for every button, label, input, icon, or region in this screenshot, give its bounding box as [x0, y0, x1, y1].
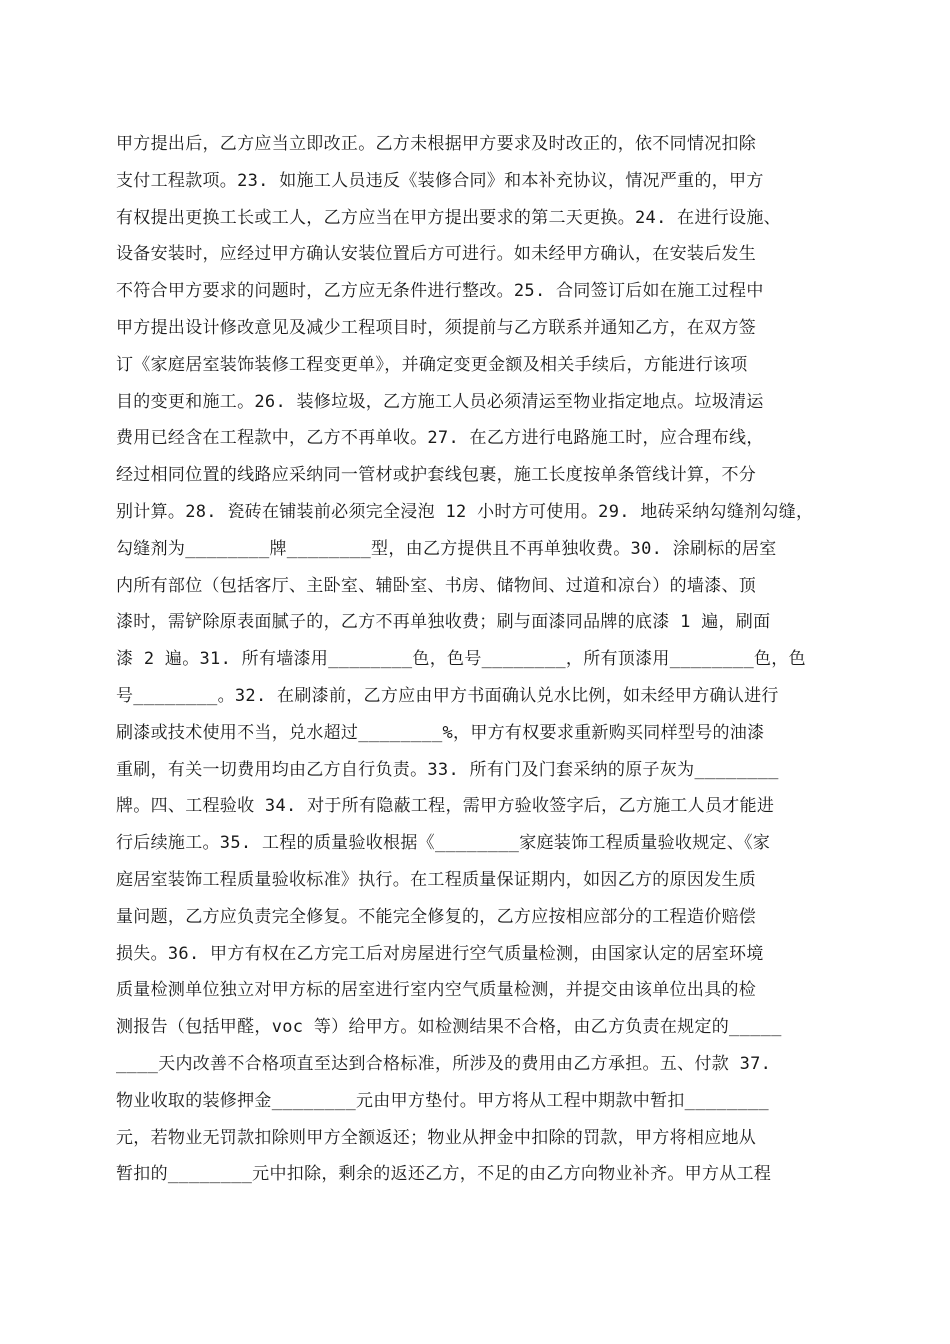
text-line: 质量检测单位独立对甲方标的居室进行室内空气质量检测，并提交由该单位出具的检 — [116, 980, 757, 1001]
text-line: 勾缝剂为________牌________型，由乙方提供且不再单独收费。30. 涂刷标的居室 — [116, 538, 777, 559]
text-line: 订《家庭居室装饰装修工程变更单》，并确定变更金额及相关手续后，方能进行该项 — [116, 354, 748, 375]
text-line: 目的变更和施工。26. 装修垃圾，乙方施工人员必须清运至物业指定地点。垃圾清运 — [116, 391, 764, 412]
text-line: 损失。36. 甲方有权在乙方完工后对房屋进行空气质量检测，由国家认定的居室环境 — [116, 943, 764, 964]
text-line: 设备安装时，应经过甲方确认安装位置后方可进行。如未经甲方确认，在安装后发生 — [116, 244, 757, 265]
text-line: 号________。32. 在刷漆前，乙方应由甲方书面确认兑水比例，如未经甲方确认进行 — [116, 685, 779, 706]
text-line: 甲方提出设计修改意见及减少工程项目时，须提前与乙方联系并通知乙方，在双方签 — [116, 317, 757, 338]
text-line: 不符合甲方要求的问题时，乙方应无条件进行整改。25. 合同签订后如在施工过程中 — [116, 281, 764, 302]
text-line: 甲方提出后，乙方应当立即改正。乙方未根据甲方要求及时改正的，依不同情况扣除 — [116, 134, 757, 154]
text-line: 重刷，有关一切费用均由乙方自行负责。33. 所有门及门套采纳的原子灰为________ — [116, 759, 779, 780]
text-line: 牌。四、工程验收 34. 对于所有隐蔽工程，需甲方验收签字后，乙方施工人员才能进 — [116, 796, 775, 817]
text-line: 刷漆或技术使用不当，兑水超过________%，甲方有权要求重新购买同样型号的油漆 — [116, 722, 765, 743]
text-line: 有权提出更换工长或工人，乙方应当在甲方提出要求的第二天更换。24. 在进行设施、 — [116, 207, 781, 228]
text-line: 费用已经含在工程款中，乙方不再单收。27. 在乙方进行电路施工时，应合理布线， — [116, 428, 764, 449]
text-line: ____天内改善不合格项直至达到合格标准，所涉及的费用由乙方承担。五、付款 37. — [116, 1053, 772, 1074]
text-line: 暂扣的________元中扣除，剩余的返还乙方，不足的由乙方向物业补齐。甲方从工程 — [116, 1164, 772, 1185]
text-line: 物业收取的装修押金________元由甲方垫付。甲方将从工程中期款中暂扣________ — [116, 1090, 769, 1111]
text-line: 元，若物业无罚款扣除则甲方全额返还；物业从押金中扣除的罚款，甲方将相应地从 — [116, 1127, 757, 1148]
text-line: 行后续施工。35. 工程的质量验收根据《________家庭装饰工程质量验收规定、《家 — [116, 833, 771, 854]
text-line: 漆时，需铲除原表面腻子的，乙方不再单独收费；刷与面漆同品牌的底漆 1 遍，刷面 — [116, 612, 771, 633]
text-line: 别计算。28. 瓷砖在铺装前必须完全浸泡 12 小时方可使用。29. 地砖采纳勾缝剂勾缝， — [116, 501, 814, 522]
text-line: 量问题，乙方应负责完全修复。不能完全修复的，乙方应按相应部分的工程造价赔偿 — [116, 906, 757, 927]
text-line: 经过相同位置的线路应采纳同一管材或护套线包裹，施工长度按单条管线计算，不分 — [116, 465, 757, 486]
contract-body-text — [116, 126, 846, 1193]
text-line: 测报告（包括甲醛，voc 等）给甲方。如检测结果不合格，由乙方负责在规定的_____ — [116, 1017, 782, 1038]
text-line: 庭居室装饰工程质量验收标准》执行。在工程质量保证期内，如因乙方的原因发生质 — [116, 869, 757, 890]
text-line: 漆 2 遍。31. 所有墙漆用________色，色号________，所有顶漆用________色，色 — [116, 649, 806, 670]
text-line: 支付工程款项。23. 如施工人员违反《装修合同》和本补充协议，情况严重的，甲方 — [116, 170, 764, 191]
text-line: 内所有部位（包括客厅、主卧室、辅卧室、书房、储物间、过道和凉台）的墙漆、顶 — [116, 575, 757, 596]
